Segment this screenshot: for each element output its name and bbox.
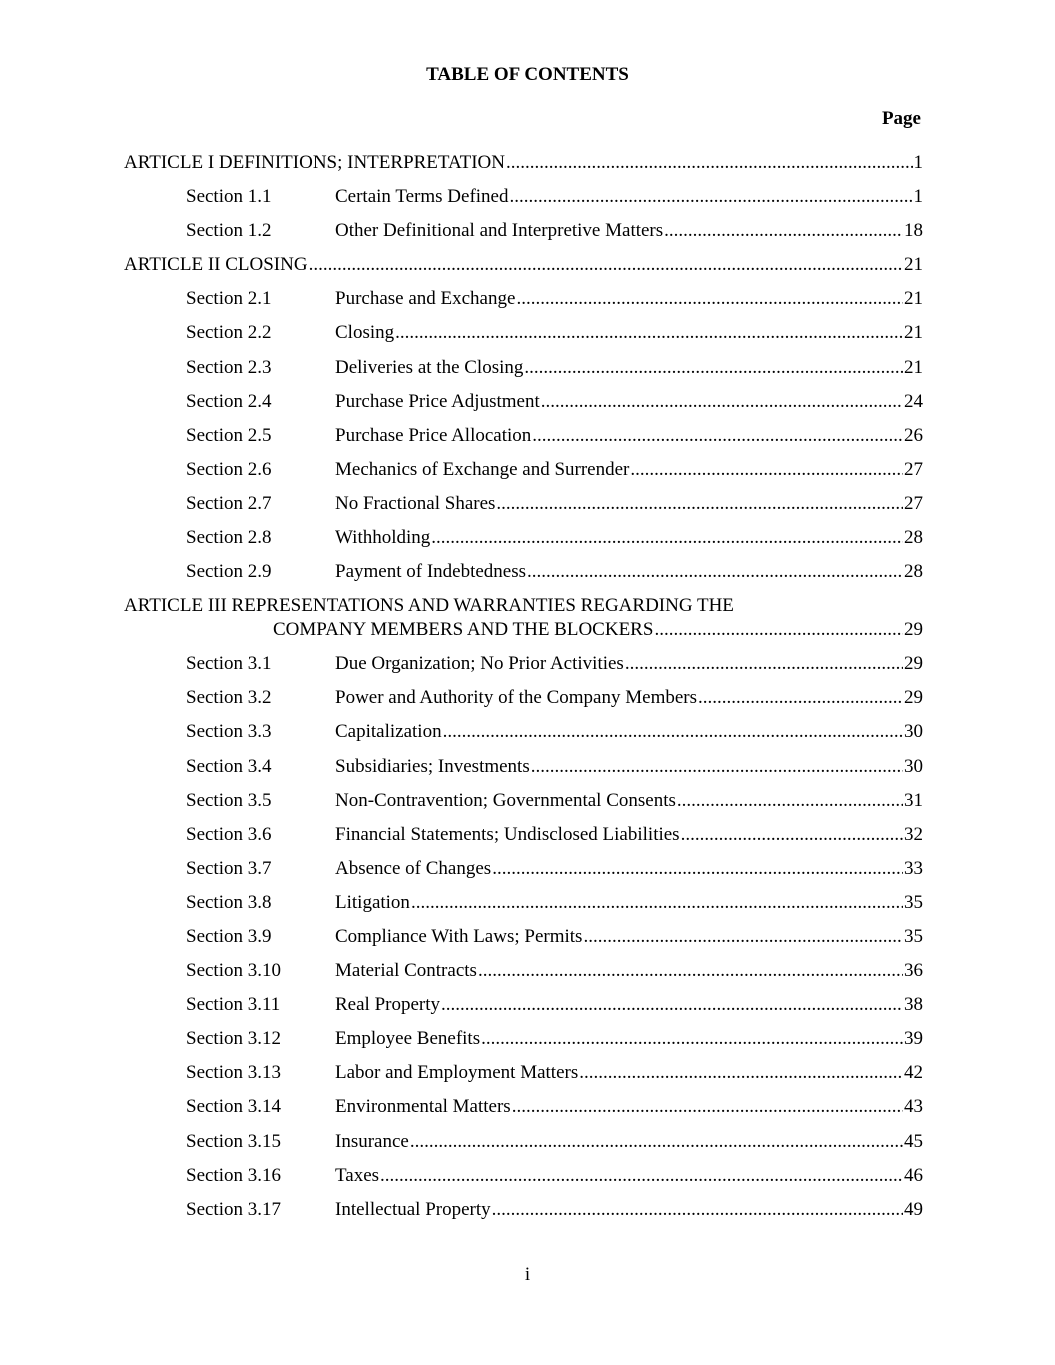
toc-row: [0, 425, 1055, 459]
toc-section-number: Section 1.1: [186, 186, 272, 208]
toc-article-title: ARTICLE I DEFINITIONS; INTERPRETATION: [124, 152, 505, 173]
toc-section-number: Section 3.10: [186, 960, 281, 982]
toc-section-title: Withholding: [335, 527, 431, 549]
toc-section-number: Section 3.15: [186, 1130, 281, 1152]
toc-section-title: Other Definitional and Interpretive Matters: [335, 220, 664, 242]
toc-section-entry[interactable]: [186, 824, 923, 846]
toc-page-number: 43: [904, 1096, 923, 1118]
toc-section-number: Section 3.13: [186, 1062, 281, 1084]
toc-section-title: Real Property: [335, 994, 441, 1016]
toc-section-number: Section 2.5: [186, 424, 272, 446]
toc-section-title: Power and Authority of the Company Members: [335, 687, 698, 709]
toc-row: [0, 288, 1055, 322]
toc-row: [0, 1199, 1055, 1233]
toc-section-number: Section 2.9: [186, 561, 272, 583]
toc-section-number: Section 3.1: [186, 653, 272, 675]
dot-leader: [496, 493, 903, 515]
toc-page-number: 29: [904, 687, 923, 709]
toc-section-number: Section 2.3: [186, 356, 272, 378]
dot-leader: [625, 653, 903, 675]
toc-row: [0, 858, 1055, 892]
toc-page-number: 27: [904, 492, 923, 514]
toc-page-number: 29: [904, 619, 923, 641]
toc-page-number: 21: [904, 322, 923, 344]
toc-page-number: 49: [904, 1198, 923, 1220]
dot-leader: [524, 357, 903, 379]
toc-section-title: Financial Statements; Undisclosed Liabilities: [335, 823, 680, 845]
toc-article-title-line1[interactable]: ARTICLE III REPRESENTATIONS AND WARRANTIES REGARDING THE: [124, 595, 734, 617]
toc-page-number: 32: [904, 823, 923, 845]
toc-section-title: Subsidiaries; Investments: [335, 755, 530, 777]
toc-page-number: 21: [904, 288, 923, 310]
dot-leader: [531, 756, 903, 778]
toc-row: [0, 527, 1055, 561]
toc-row: [0, 892, 1055, 926]
toc-section-number: Section 3.5: [186, 789, 272, 811]
toc-page-number: 28: [904, 561, 923, 583]
toc-row: [0, 653, 1055, 687]
toc-row: [0, 152, 1055, 186]
toc-section-entry[interactable]: [186, 653, 923, 675]
toc-page-number: 30: [904, 721, 923, 743]
toc-row: [0, 994, 1055, 1028]
toc-section-title: Labor and Employment Matters: [335, 1062, 579, 1084]
toc-row: [0, 824, 1055, 858]
toc-section-number: Section 3.6: [186, 823, 272, 845]
toc-row: [0, 561, 1055, 595]
toc-row: [0, 391, 1055, 425]
dot-leader: [579, 1062, 903, 1084]
toc-section-title: Compliance With Laws; Permits: [335, 925, 583, 947]
toc-section-title: Closing: [335, 322, 395, 344]
toc-section-entry[interactable]: [186, 721, 923, 743]
toc-article-title-line2: COMPANY MEMBERS AND THE BLOCKERS: [273, 619, 654, 641]
toc-section-entry[interactable]: [186, 994, 923, 1016]
dot-leader: [441, 994, 903, 1016]
toc-page-number: 31: [904, 789, 923, 811]
dot-leader: [309, 254, 903, 276]
toc-page-number: 27: [904, 458, 923, 480]
toc-row: [0, 960, 1055, 994]
toc-row: [0, 1096, 1055, 1130]
toc-section-entry[interactable]: [186, 756, 923, 778]
toc-section-number: Section 2.1: [186, 288, 272, 310]
toc-section-number: Section 3.7: [186, 857, 272, 879]
toc-page-number: 35: [904, 891, 923, 913]
toc-page-number: 1: [913, 186, 923, 208]
toc-section-entry[interactable]: [186, 322, 923, 344]
toc-section-title: Purchase and Exchange: [335, 288, 516, 310]
toc-page-number: 24: [904, 390, 923, 412]
toc-section-entry[interactable]: [186, 1096, 923, 1118]
toc-section-number: Section 3.4: [186, 755, 272, 777]
toc-row: [0, 1062, 1055, 1096]
toc-section-entry[interactable]: [186, 561, 923, 583]
toc-section-title: Environmental Matters: [335, 1096, 511, 1118]
dot-leader: [481, 1028, 903, 1050]
dot-leader: [395, 322, 903, 344]
toc-section-number: Section 3.9: [186, 925, 272, 947]
toc-section-number: Section 2.6: [186, 458, 272, 480]
toc-section-entry[interactable]: [186, 1165, 923, 1187]
toc-section-number: Section 3.12: [186, 1028, 281, 1050]
toc-section-title: Payment of Indebtedness: [335, 561, 527, 583]
toc-row: [0, 756, 1055, 790]
dot-leader: [431, 527, 903, 549]
toc-section-entry[interactable]: [186, 288, 923, 310]
toc-section-title: Taxes: [335, 1164, 380, 1186]
dot-leader: [510, 186, 913, 208]
toc-section-number: Section 2.8: [186, 527, 272, 549]
toc-section-title: Certain Terms Defined: [335, 186, 509, 208]
toc-section-entry[interactable]: [186, 790, 923, 812]
dot-leader: [410, 1131, 903, 1153]
toc-section-number: Section 3.11: [186, 994, 281, 1016]
toc-row: [0, 322, 1055, 356]
toc-section-title: Capitalization: [335, 721, 442, 743]
toc-row: [0, 493, 1055, 527]
toc-page-number: 21: [904, 356, 923, 378]
toc-section-title: No Fractional Shares: [335, 492, 496, 514]
toc-page-number: 45: [904, 1130, 923, 1152]
toc-section-title: Absence of Changes: [335, 857, 492, 879]
toc-section-entry[interactable]: [186, 391, 923, 413]
dot-leader: [527, 561, 903, 583]
page-column-heading: Page: [881, 108, 921, 129]
toc-page-number: 46: [904, 1164, 923, 1186]
toc-section-number: Section 3.16: [186, 1164, 281, 1186]
dot-leader: [516, 288, 903, 310]
toc-section-entry[interactable]: [186, 892, 923, 914]
dot-leader: [654, 619, 903, 641]
page-title: TABLE OF CONTENTS: [426, 64, 629, 85]
toc-section-number: Section 3.14: [186, 1096, 281, 1118]
toc-row: [0, 1165, 1055, 1199]
toc-section-entry[interactable]: [186, 1199, 923, 1221]
toc-section-number: Section 3.17: [186, 1198, 281, 1220]
toc-article-entry[interactable]: [124, 152, 923, 174]
toc-row: [0, 687, 1055, 721]
toc-section-entry[interactable]: [186, 687, 923, 709]
toc-row: [0, 254, 1055, 288]
dot-leader: [677, 790, 903, 812]
toc-page-number: 1: [913, 152, 923, 173]
toc-section-entry[interactable]: [186, 527, 923, 549]
toc-section-number: Section 2.7: [186, 492, 272, 514]
toc-section-number: Section 3.3: [186, 721, 272, 743]
toc-section-number: Section 3.8: [186, 891, 272, 913]
toc-row: [0, 721, 1055, 755]
toc-row: [0, 1131, 1055, 1165]
toc-section-entry[interactable]: [186, 858, 923, 880]
toc-article-entry[interactable]: [273, 619, 923, 641]
toc-section-entry[interactable]: [186, 459, 923, 481]
toc-section-number: Section 3.2: [186, 687, 272, 709]
toc-section-title: Deliveries at the Closing: [335, 356, 524, 378]
toc-page-number: 30: [904, 755, 923, 777]
toc-row: [0, 926, 1055, 960]
toc-section-title: Purchase Price Adjustment: [335, 390, 540, 412]
toc-section-entry[interactable]: [186, 926, 923, 948]
toc-section-entry[interactable]: [186, 1062, 923, 1084]
toc-section-entry[interactable]: [186, 425, 923, 447]
toc-page-number: 18: [904, 220, 923, 242]
toc-section-title: Due Organization; No Prior Activities: [335, 653, 624, 675]
toc-section-title: Purchase Price Allocation: [335, 424, 532, 446]
toc-page-number: 29: [904, 653, 923, 675]
dot-leader: [532, 425, 903, 447]
toc-row: [0, 595, 1055, 653]
toc-page-number: 33: [904, 857, 923, 879]
dot-leader: [698, 687, 903, 709]
toc-section-entry[interactable]: [186, 960, 923, 982]
toc-row: [0, 790, 1055, 824]
toc-row: [0, 459, 1055, 493]
toc-page-number: 21: [904, 254, 923, 276]
dot-leader: [512, 1096, 903, 1118]
toc-section-entry[interactable]: [186, 1028, 923, 1050]
toc-section-entry[interactable]: [186, 493, 923, 515]
toc-section-number: Section 2.4: [186, 390, 272, 412]
toc-section-title: Intellectual Property: [335, 1198, 491, 1220]
toc-row: [0, 1028, 1055, 1062]
toc-section-title: Mechanics of Exchange and Surrender: [335, 458, 630, 480]
toc-section-title: Non-Contravention; Governmental Consents: [335, 789, 676, 811]
toc-page-number: 39: [904, 1028, 923, 1050]
toc-article-entry[interactable]: [124, 254, 923, 276]
toc-page-number: 36: [904, 960, 923, 982]
dot-leader: [664, 220, 903, 242]
toc-page-number: 38: [904, 994, 923, 1016]
toc-article-title: ARTICLE II CLOSING: [124, 254, 308, 276]
table-of-contents: [0, 152, 1055, 1233]
toc-section-title: Employee Benefits: [335, 1028, 481, 1050]
toc-section-number: Section 1.2: [186, 220, 272, 242]
dot-leader: [492, 1199, 903, 1221]
dot-leader: [630, 459, 903, 481]
toc-page-number: 35: [904, 925, 923, 947]
toc-section-number: Section 2.2: [186, 322, 272, 344]
toc-section-entry[interactable]: [186, 1131, 923, 1153]
dot-leader: [380, 1165, 903, 1187]
toc-row: [0, 186, 1055, 220]
toc-section-title: Material Contracts: [335, 960, 477, 982]
dot-leader: [541, 391, 903, 413]
toc-section-entry[interactable]: [186, 186, 923, 208]
toc-section-title: Insurance: [335, 1130, 409, 1152]
toc-section-entry[interactable]: [186, 357, 923, 379]
toc-section-title: Litigation: [335, 891, 410, 913]
dot-leader: [443, 721, 903, 743]
dot-leader: [681, 824, 903, 846]
toc-row: [0, 357, 1055, 391]
toc-section-entry[interactable]: [186, 220, 923, 242]
dot-leader: [411, 892, 903, 914]
dot-leader: [478, 960, 903, 982]
toc-page-number: 42: [904, 1062, 923, 1084]
footer-page-number: i: [524, 1264, 531, 1285]
toc-page-number: 26: [904, 424, 923, 446]
dot-leader: [492, 858, 903, 880]
dot-leader: [583, 926, 903, 948]
toc-page-number: 28: [904, 527, 923, 549]
dot-leader: [506, 152, 913, 174]
toc-row: [0, 220, 1055, 254]
